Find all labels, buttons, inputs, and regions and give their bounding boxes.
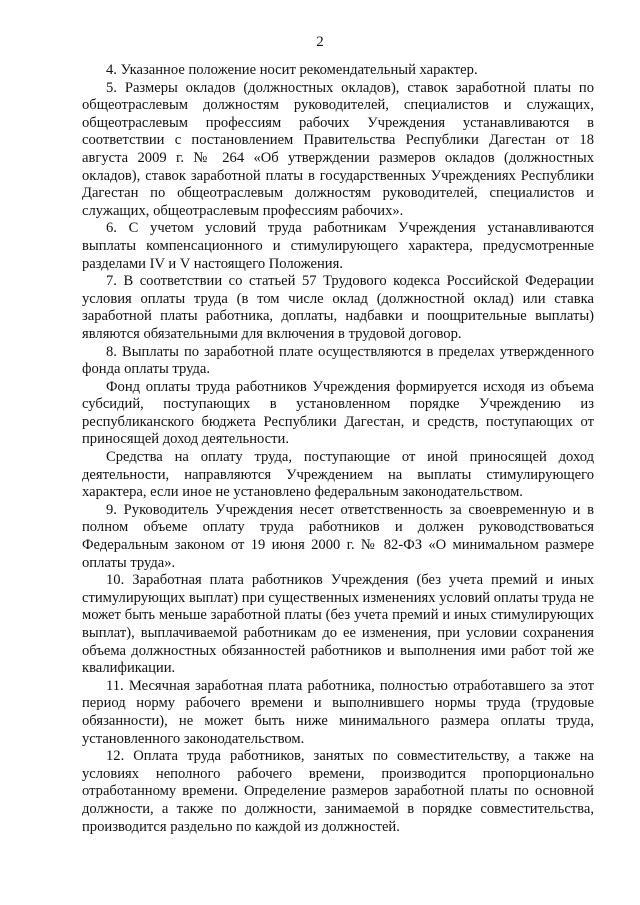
paragraph-8-other-income: Средства на оплату труда, поступающие от иной приносящей доход деятельности, направляются Учреждением на выплаты стимулирующего характера, если иное не установлено федеральным законодательством. <box>82 449 594 501</box>
paragraph-7: 7. В соответствии со статьей 57 Трудового кодекса Российской Федерации условия оплаты труда (в том числе оклад (должностной оклад) или ставка заработной платы работника, доплаты, надбавки и поощрительные выплаты) являются обязательными для включения в трудовой договор. <box>82 273 594 342</box>
paragraph-8: 8. Выплаты по заработной плате осуществляются в пределах утвержденного фонда оплаты труда. <box>82 343 594 378</box>
document-body <box>82 62 594 836</box>
page-number: 2 <box>316 34 324 50</box>
paragraph-12: 12. Оплата труда работников, занятых по совместительству, а также на условиях неполного рабочего времени, производится пропорционально отработанному времени. Определение размеров заработной платы по основной должности, а также по должности, занимаемой в порядке совместительства, производится раздельно по каждой из должностей. <box>82 748 594 835</box>
paragraph-4: 4. Указанное положение носит рекомендательный характер. <box>106 62 478 78</box>
paragraph-8-wage-fund: Фонд оплаты труда работников Учреждения формируется исходя из объема субсидий, поступающих в установленном порядке Учреждению из республиканского бюджета Республики Дагестан, и средств, поступающих от приносящей доход деятельности. <box>82 378 594 448</box>
paragraph-5: 5. Размеры окладов (должностных окладов), ставок заработной платы по общеотраслевым должностям руководителей, специалистов и служащих, общеотраслевым профессиям рабочих Учреждения устанавливаются в соответствии с постановлением Правительства Республики Дагестан от 18 августа 2009 г. № 264 «Об утверждении размеров окладов (должностных окладов), ставок заработной платы в государственных Учреждениях Республики Дагестан по общеотраслевым должностям руководителей, специалистов и служащих, общеотраслевым профессиям рабочих». <box>82 79 594 219</box>
paragraph-10: 10. Заработная плата работников Учреждения (без учета премий и иных стимулирующих выплат) при существенных изменениях условий оплаты труда не может быть меньше заработной платы (без учета премий и иных стимулирующих выплат), выплачиваемой работникам до ее изменения, при условии сохранения объема должностных обязанностей работников и выполнения ими работ той же квалификации. <box>82 572 594 677</box>
paragraph-6: 6. С учетом условий труда работникам Учреждения устанавливаются выплаты компенсационного и стимулирующего характера, предусмотренные разделами IV и V настоящего Положения. <box>82 220 594 272</box>
paragraph-9: 9. Руководитель Учреждения несет ответственность за своевременную и в полном объеме оплату труда работников и должен руководствоваться Федеральным законом от 19 июня 2000 г. № 82-ФЗ «О минимальном размере оплаты труда». <box>82 501 594 571</box>
paragraph-11: 11. Месячная заработная плата работника, полностью отработавшего за этот период норму рабочего времени и выполнившего нормы труда (трудовые обязанности), не может быть ниже минимального размера оплаты труда, установленного законодательством. <box>82 677 594 747</box>
